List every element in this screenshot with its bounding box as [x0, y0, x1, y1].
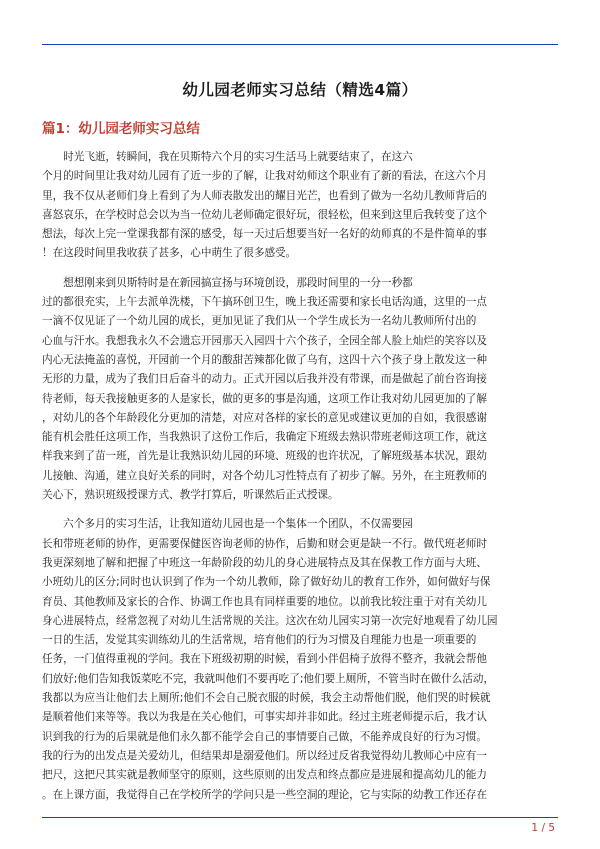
text-line: 育员、其他教师及家长的合作、协调工作也具有同样重要的地位。以前我比较注重于对有关幼儿	[42, 595, 487, 608]
text-line: 想想刚来到贝斯特时是在新园搞宣扬与环境创设，那段时间里的一分一秒都	[42, 276, 413, 289]
text-line: 内心无法掩盖的喜悦，开园前一个月的酸甜苦辣都化做了乌有，这四十六个孩子身上散发这一种	[42, 353, 487, 366]
text-line: 小班幼儿的区分;同时也认识到了作为一个幼儿教师，除了做好幼儿的教育工作外，如何做好与保	[42, 576, 491, 589]
text-line: 六个多月的实习生活，让我知道幼儿园也是一个集体一个团队，不仅需要园	[42, 518, 413, 531]
text-line: 想法，每次上完一堂课我都有深的感受，每一天过后想要当好一名好的幼师真的不是件简单的事	[42, 228, 487, 241]
text-line: 儿接触、沟通，建立良好关系的同时，对各个幼儿习性特点有了初步了解。另外，在主班教师的	[42, 469, 487, 482]
page-number: 1 / 5	[531, 822, 555, 834]
text-line: 我的行为的出发点是关爱幼儿，但结果却是溺爱他们。所以经过反省我觉得幼儿教师心中应有一	[42, 749, 487, 762]
paragraph-2	[42, 274, 558, 506]
section-heading: 篇1：幼儿园老师实习总结	[42, 121, 200, 137]
paragraph-3	[42, 515, 558, 804]
text-line: 关心下，熟识班级授课方式、教学打算后，听课然后正式授课。	[42, 489, 339, 502]
text-line: 我都以为应当让他们去上厕所;他们不会自己脱衣服的时候，我会主动帮他们脱，他们哭的时候就	[42, 692, 491, 705]
text-line: 样我来到了苗一班，首先是让我熟识幼儿园的环境、班级的也许状况，了解班级基本状况，跟幼	[42, 450, 487, 463]
text-line: 们放好;他们告知我饭菜吃不完，我就叫他们不要再吃了;他们要上厕所，不管当时在做什么活动，	[42, 672, 495, 685]
text-line: 。在上课方面，我觉得自己在学校所学的学问只是一些空洞的理论，它与实际的幼教工作还存在	[42, 788, 487, 801]
text-line: 是顺着他们来等等。我以为我是在关心他们，可事实却并非如此。经过主班老师提示后，我才认	[42, 711, 487, 724]
document-body	[42, 148, 558, 805]
header-rule	[42, 44, 558, 45]
text-line: 把尺，这把尺其实就是教师坚守的原则，这些原则的出发点和终点都应是进展和提高幼儿的能力	[42, 769, 487, 782]
text-line: 里，我不仅从老师们身上看到了为人师表散发出的耀目光芒，也看到了做为一名幼儿教师背后的	[42, 189, 487, 202]
text-line: 喜怒哀乐，在学校时总会以为当一位幼儿老师确定很好玩，很轻松，但来到这里后我转变了这个	[42, 208, 487, 221]
text-line: 个月的时间里让我对幼儿园有了近一步的了解，让我对幼师这个职业有了新的看法，在这六个月	[42, 170, 487, 183]
text-line: 待老师，每天我接触更多的人是家长，做的更多的事是沟通，这项工作让我对幼儿园更加的了解	[42, 392, 487, 405]
text-line: ，对幼儿的各个年龄段化分更加的清楚，对应对各样的家长的意见或建议更加的自如，我很感谢	[42, 411, 487, 424]
text-line: 心血与汗水。我想我永久不会遗忘开园那天入园四十六个孩子，全园全部人脸上灿烂的笑容以及	[42, 334, 487, 347]
text-line: 一日的生活，发觉其实训练幼儿的生活常规，培育他们的行为习惯及自理能力也是一项重要的	[42, 634, 477, 647]
text-line: 我更深刻地了解和把握了中班这一年龄阶段的幼儿的身心进展特点及其在保教工作方面与大班、	[42, 556, 487, 569]
text-line: 能有机会胜任这项工作，当我熟识了这份工作后，我确定下班级去熟识带班老师这项工作，就这	[42, 431, 487, 444]
document-title: 幼儿园老师实习总结（精选4篇）	[182, 81, 418, 99]
text-line: 过的都很充实，上午去派单洗楼，下午搞环创卫生，晚上我还需要和家长电话沟通，这里的一点	[42, 296, 487, 309]
text-line: 身心进展特点，经常忽视了对幼儿生活常规的关注。这次在幼儿园实习第一次完好地观看了幼儿园	[42, 614, 498, 627]
text-line: 识到我的行为的后果就是他们永久都不能学会自己的事情要自己做，不能养成良好的行为习惯。	[42, 730, 487, 743]
text-line: 长和带班老师的协作，更需要保健医咨询老师的协作，后勤和财会更是缺一不行。做代班老师时	[42, 537, 487, 550]
text-line: ！在这段时间里我收获了甚多，心中萌生了很多感受。	[42, 247, 297, 260]
text-line: 无形的力量，成为了我们日后奋斗的动力。正式开园以后我并没有带课，而是做起了前台咨询接	[42, 373, 487, 386]
footer-rule	[42, 817, 558, 818]
text-line: 一滴不仅见证了一个幼儿园的成长，更加见证了我们从一个学生成长为一名幼儿教师所付出的	[42, 315, 477, 328]
paragraph-1	[42, 148, 558, 264]
text-line: 任务，一门值得重视的学问。我在下班级初期的时候，看到小伴侣椅子放得不整齐，我就会帮他	[42, 653, 487, 666]
text-line: 时光飞逝，转瞬间，我在贝斯特六个月的实习生活马上就要结束了，在这六	[42, 151, 413, 163]
